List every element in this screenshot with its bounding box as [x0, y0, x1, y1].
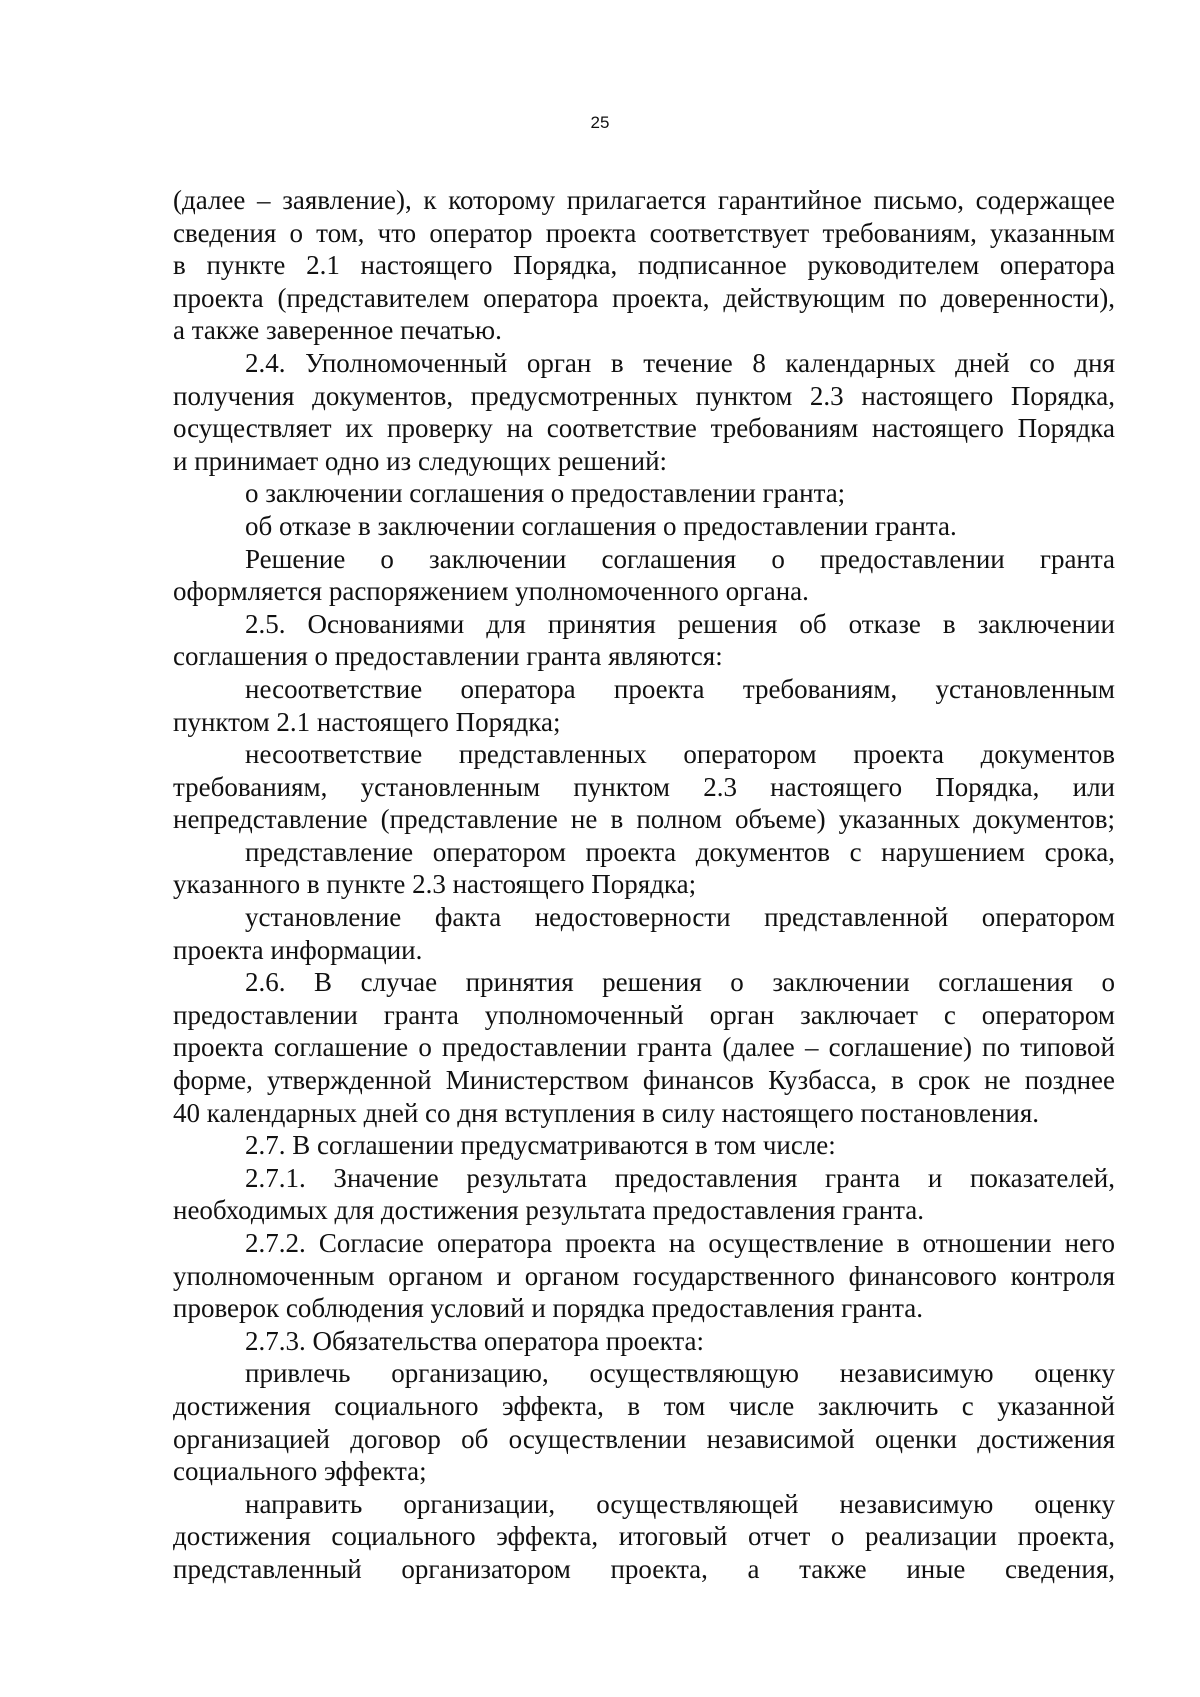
- text-line: проверок соблюдения условий и порядка предоставления гранта.: [173, 1293, 923, 1324]
- text-line: достижения социального эффекта, в том числе заключить с указанной: [173, 1390, 1115, 1421]
- text-line: предоставлении гранта уполномоченный орган заключает с оператором: [173, 999, 1115, 1030]
- text-line: установление факта недостоверности представленной оператором: [245, 902, 1115, 933]
- text-line: представленный организатором проекта, а также иные сведения,: [173, 1553, 1115, 1584]
- text-line: 2.5. Основаниями для принятия решения об отказе в заключении: [245, 608, 1115, 639]
- text-line: привлечь организацию, осуществляющую независимую оценку: [245, 1358, 1115, 1389]
- text-line: уполномоченным органом и органом государственного финансового контроля: [173, 1260, 1115, 1291]
- text-line: 2.7. В соглашении предусматриваются в том числе:: [245, 1130, 836, 1161]
- document-body: [173, 184, 1115, 1586]
- text-line: 2.7.2. Согласие оператора проекта на осуществление в отношении него: [245, 1228, 1115, 1258]
- text-line: а также заверенное печатью.: [173, 315, 502, 346]
- text-line: 40 календарных дней со дня вступления в силу настоящего постановления.: [173, 1097, 1040, 1128]
- text-line: направить организации, осуществляющей независимую оценку: [245, 1488, 1115, 1519]
- text-line: непредставление (представление не в полном объеме) указанных документов;: [173, 804, 1115, 835]
- text-line: достижения социального эффекта, итоговый отчет о реализации проекта,: [173, 1521, 1115, 1552]
- text-line: об отказе в заключении соглашения о предоставлении гранта.: [245, 510, 957, 541]
- text-line: 2.7.1. Значение результата предоставления гранта и показателей,: [245, 1162, 1115, 1193]
- page-number: 25: [590, 113, 610, 132]
- text-line: требованиям, установленным пунктом 2.3 настоящего Порядка, или: [173, 771, 1115, 802]
- text-line: организацией договор об осуществлении независимой оценки достижения: [173, 1423, 1115, 1454]
- text-line: социального эффекта;: [173, 1456, 427, 1487]
- text-line: 2.6. В случае принятия решения о заключении соглашения о: [245, 967, 1115, 998]
- text-line: Решение о заключении соглашения о предоставлении гранта: [245, 543, 1115, 574]
- text-line: проекта соглашение о предоставлении гранта (далее – соглашение) по типовой: [173, 1032, 1115, 1063]
- text-line: оформляется распоряжением уполномоченного органа.: [173, 576, 809, 607]
- text-line: и принимает одно из следующих решений:: [173, 445, 668, 476]
- text-line: 2.7.3. Обязательства оператора проекта:: [245, 1325, 704, 1356]
- text-line: о заключении соглашения о предоставлении гранта;: [245, 478, 846, 509]
- text-line: осуществляет их проверку на соответствие требованиям настоящего Порядка: [173, 413, 1115, 444]
- text-line: соглашения о предоставлении гранта являются:: [173, 641, 723, 672]
- text-line: сведения о том, что оператор проекта соответствует требованиям, указанным: [173, 217, 1115, 248]
- text-line: в пункте 2.1 настоящего Порядка, подписанное руководителем оператора: [173, 250, 1115, 281]
- text-line: пунктом 2.1 настоящего Порядка;: [173, 706, 561, 737]
- text-line: проекта информации.: [173, 934, 423, 965]
- text-line: несоответствие представленных оператором проекта документов: [245, 739, 1115, 770]
- text-line: указанного в пункте 2.3 настоящего Порядка;: [173, 869, 697, 900]
- text-line: представление оператором проекта документов с нарушением срока,: [245, 836, 1115, 867]
- text-line: необходимых для достижения результата предоставления гранта.: [173, 1195, 925, 1226]
- text-line: 2.4. Уполномоченный орган в течение 8 календарных дней со дня: [245, 347, 1115, 378]
- text-line: (далее – заявление), к которому прилагается гарантийное письмо, содержащее: [173, 185, 1115, 215]
- text-line: проекта (представителем оператора проекта, действующим по доверенности),: [173, 282, 1115, 313]
- text-line: получения документов, предусмотренных пунктом 2.3 настоящего Порядка,: [173, 380, 1115, 411]
- text-line: несоответствие оператора проекта требованиям, установленным: [245, 673, 1115, 704]
- text-line: форме, утвержденной Министерством финансов Кузбасса, в срок не позднее: [173, 1065, 1115, 1096]
